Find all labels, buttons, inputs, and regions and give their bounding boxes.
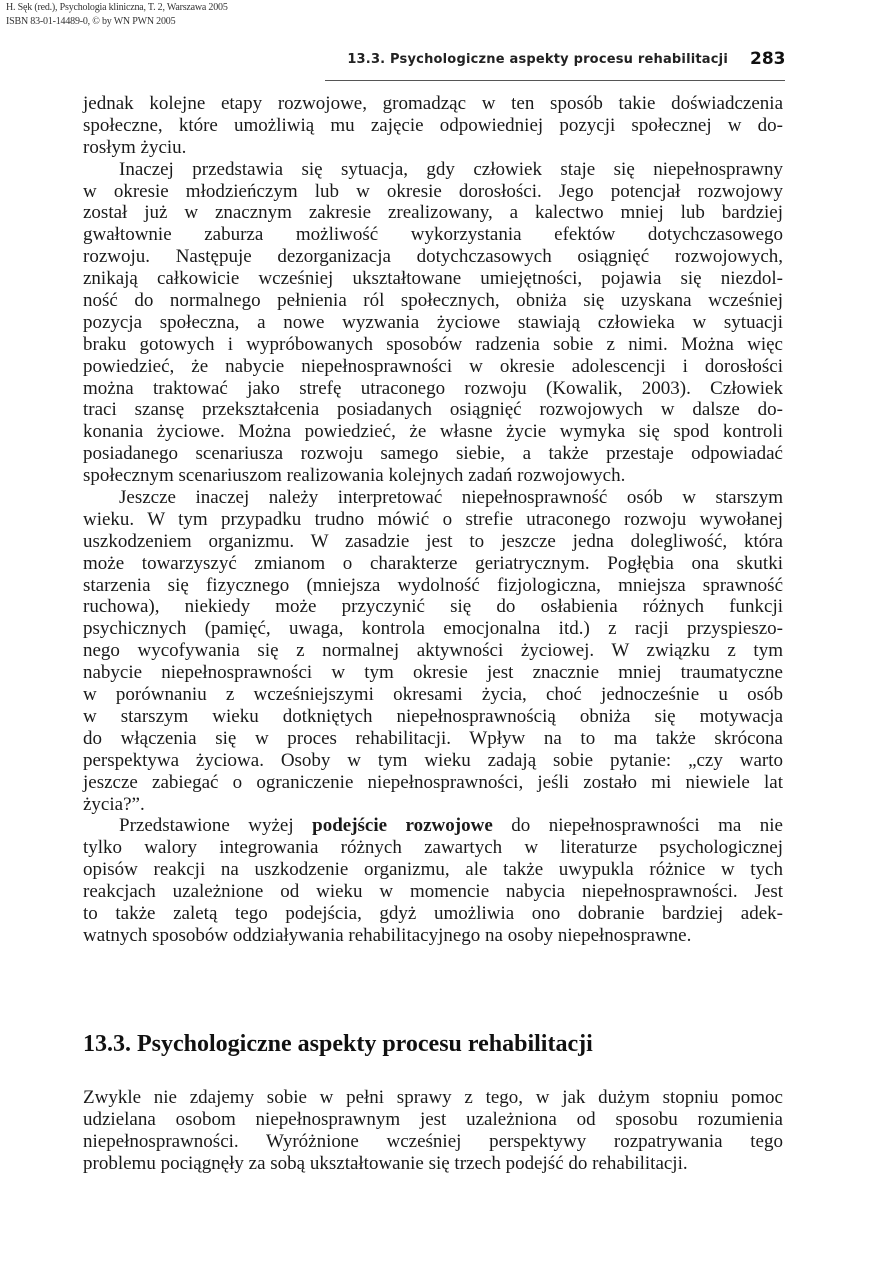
text-line: jednak kolejne etapy rozwojowe, gromadząc w ten sposób takie doświadczenia xyxy=(83,93,783,114)
isbn-line: ISBN 83-01-14489-0, © by WN PWN 2005 xyxy=(6,16,176,27)
text-line: psychicznych (pamięć, uwaga, kontrola emocjonalna itd.) z racji przyspieszo- xyxy=(83,618,783,640)
text-line: starzenia się fizycznego (mniejsza wydolność fizjologiczna, mniejsza sprawność xyxy=(83,574,783,596)
paragraph xyxy=(83,159,783,487)
text-line: w porównaniu z wcześniejszymi okresami życia, choć jednocześnie u osób xyxy=(83,684,783,706)
text-line: jeszcze zabiegać o ograniczenie niepełnosprawności, jeśli zostało mi niewiele lat xyxy=(83,771,783,793)
text-line: wieku. W tym przypadku trudno mówić o strefie utraconego rozwoju wywołanej xyxy=(83,508,783,530)
text-line: uszkodzeniem organizmu. W zasadzie jest to jeszcze jedna dolegliwość, która xyxy=(83,530,783,552)
text-line: społecznym scenariuszom realizowania kolejnych zadań rozwojowych. xyxy=(83,465,626,487)
source-citation: H. Sęk (red.), Psychologia kliniczna, T. 2, Warszawa 2005 xyxy=(6,2,228,13)
text-line: można traktować jako strefę utraconego rozwoju (Kowalik, 2003). Człowiek xyxy=(83,377,783,399)
page-number: 283 xyxy=(750,49,786,69)
running-head: 13.3. Psychologiczne aspekty procesu rehabilitacji xyxy=(347,52,728,67)
text-line: traci szansę przekształcenia posiadanych osiągnięć rozwojowych w dalsze do- xyxy=(83,399,783,421)
text-line: do włączenia się w proces rehabilitacji. Wpływ na to ma także skrócona xyxy=(83,727,783,749)
text-line: Jeszcze inaczej należy interpretować niepełnosprawność osób w starszym xyxy=(119,487,783,509)
text-line: watnych sposobów oddziaływania rehabilitacyjnego na osoby niepełnosprawne. xyxy=(83,924,692,946)
text-line: braku gotowych i wypróbowanych sposobów radzenia sobie z nimi. Można więc xyxy=(83,333,783,355)
text-segment: do niepełnosprawności ma nie xyxy=(492,815,783,837)
text-line: to także zaletą tego podejścia, gdyż umożliwia ono dobranie bardziej adek- xyxy=(83,902,783,924)
text-segment: Przedstawione wyżej xyxy=(119,815,313,837)
text-line xyxy=(83,815,783,837)
section-text xyxy=(83,1087,783,1175)
main-text xyxy=(83,93,783,947)
section-heading: 13.3. Psychologiczne aspekty procesu rehabilitacji xyxy=(83,1031,593,1057)
text-line: ruchowa), niekiedy może przyczynić się do osłabienia różnych funkcji xyxy=(83,596,783,618)
text-line: może towarzyszyć zmianom o charakterze geriatrycznym. Pogłębia ona skutki xyxy=(83,552,783,574)
paragraph xyxy=(83,487,783,815)
paragraph xyxy=(83,815,783,946)
text-line: gwałtownie zaburza możliwość wykorzystania efektów dotychczasowego xyxy=(83,224,783,246)
text-line: znikają całkowicie wcześniej ukształtowane umiejętności, pojawia się niezdol- xyxy=(83,268,783,290)
bold-term: podejście rozwojowe xyxy=(312,815,493,837)
paragraph xyxy=(83,93,783,159)
text-line: w starszym wieku dotkniętych niepełnosprawnością obniża się motywacja xyxy=(83,705,783,727)
text-line: reakcjach uzależnione od wieku w momencie nabycia niepełnosprawności. Jest xyxy=(83,881,783,903)
text-line: został już w znacznym zakresie zrealizowany, a kalectwo mniej lub bardziej xyxy=(83,202,783,224)
text-line: życia?”. xyxy=(83,793,145,815)
text-line: perspektywa życiowa. Osoby w tym wieku zadają sobie pytanie: „czy warto xyxy=(83,749,783,771)
paragraph xyxy=(83,1087,783,1175)
text-line: problemu pociągnęły za sobą ukształtowanie się trzech podejść do rehabilitacji. xyxy=(83,1152,688,1174)
text-line: nabycie niepełnosprawności w tym okresie jest znacznie mniej traumatyczne xyxy=(83,662,783,684)
text-line: rozwoju. Następuje dezorganizacja dotychczasowych osiągnięć rozwojowych, xyxy=(83,246,783,268)
text-line: konania życiowe. Można powiedzieć, że własne życie wymyka się spod kontroli xyxy=(83,421,783,443)
text-line: w okresie młodzieńczym lub w okresie dorosłości. Jego potencjał rozwojowy xyxy=(83,180,783,202)
text-line: posiadanego scenariusza rozwoju samego siebie, a także przestaje odpowiadać xyxy=(83,443,783,465)
text-line: udzielana osobom niepełnosprawnym jest uzależniona od sposobu rozumienia xyxy=(83,1108,783,1130)
text-line: rosłym życiu. xyxy=(83,136,187,158)
text-line: powiedzieć, że nabycie niepełnosprawności w okresie adolescencji i dorosłości xyxy=(83,355,783,377)
text-line: opisów reakcji na uszkodzenie organizmu, ale także uwypukla różnice w tych xyxy=(83,859,783,881)
text-line: ność do normalnego pełnienia ról społecznych, obniża się uzyskana wcześniej xyxy=(83,290,783,312)
text-line: Inaczej przedstawia się sytuacja, gdy człowiek staje się niepełnosprawny xyxy=(119,158,783,180)
header-rule xyxy=(325,80,785,81)
text-line: nego wycofywania się z normalnej aktywności życiowej. W związku z tym xyxy=(83,640,783,662)
text-line: niepełnosprawności. Wyróżnione wcześniej perspektywy rozpatrywania tego xyxy=(83,1130,783,1152)
text-line: tylko walory integrowania różnych zawartych w literaturze psychologicznej xyxy=(83,837,783,859)
text-line: społeczne, które umożliwią mu zajęcie odpowiedniej pozycji społecznej w do- xyxy=(83,114,783,136)
text-line: Zwykle nie zdajemy sobie w pełni sprawy z tego, w jak dużym stopniu pomoc xyxy=(83,1087,783,1108)
text-line: pozycja społeczna, a nowe wyzwania życiowe stawiają człowieka w sytuacji xyxy=(83,311,783,333)
